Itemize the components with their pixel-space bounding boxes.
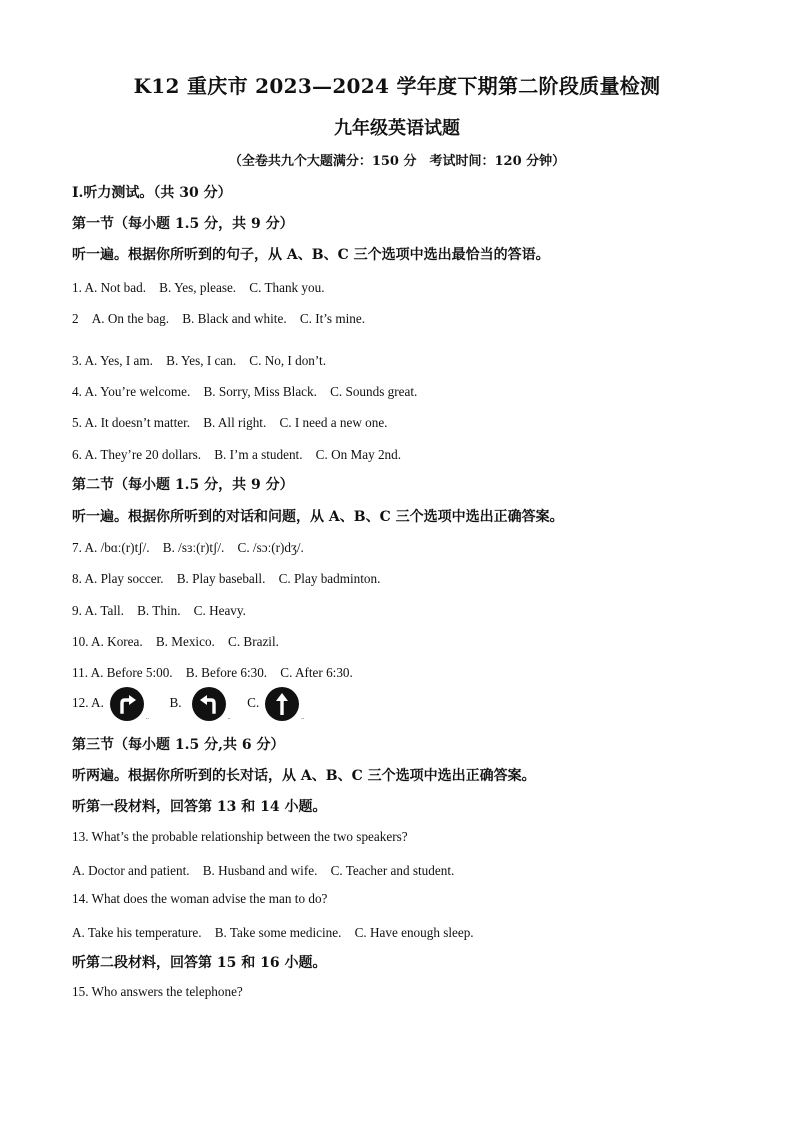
question-7: 7. A. /bɑː(r)tʃ/. B. /sɜː(r)tʃ/. C. /sɔː(r)dʒ/. (72, 540, 304, 555)
question-10: 10. A. Korea. B. Mexico. C. Brazil. (72, 634, 279, 649)
question-4: 4. A. You’re welcome. B. Sorry, Miss Black. C. Sounds great. (72, 384, 418, 399)
section2-instruction: 听一遍。根据你所听到的对话和问题，从 A、B、C 三个选项中选出正确答案。 (72, 509, 564, 525)
part1-heading: Ⅰ.听力测试。（共 30 分） (72, 185, 232, 201)
question-5: 5. A. It doesn’t matter. B. All right. C. I need a new one. (72, 415, 388, 430)
section1-instruction: 听一遍。根据你所听到的句子，从 A、B、C 三个选项中选出最恰当的答语。 (72, 247, 550, 263)
section2-heading: 第二节（每小题 1.5 分，共 9 分） (72, 477, 294, 493)
question-14: 14. What does the woman advise the man to do? (72, 891, 328, 906)
section3-instruction: 听两遍。根据你所听到的长对话，从 A、B、C 三个选项中选出正确答案。 (72, 768, 536, 784)
section3-heading: 第三节（每小题 1.5 分,共 6 分） (72, 737, 285, 753)
question-12-number: 12. A. (72, 695, 104, 711)
passage1-heading: 听第一段材料，回答第 13 和 14 小题。 (72, 799, 327, 815)
question-11: 11. A. Before 5:00. B. Before 6:30. C. After 6:30. (72, 665, 353, 680)
question-13: 13. What’s the probable relationship between the two speakers? (72, 829, 408, 844)
exam-note: （全卷共九个大题满分：150 分 考试时间：120 分钟） (228, 154, 566, 169)
section1-heading: 第一节（每小题 1.5 分，共 9 分） (72, 216, 294, 232)
question-14-options: A. Take his temperature. B. Take some medicine. C. Have enough sleep. (72, 925, 474, 940)
question-12: 12. A. .. B. .. C. .. (72, 687, 304, 721)
exam-title: K12 重庆市 2023—2024 学年度下期第二阶段质量检测 (133, 74, 661, 98)
question-12-option-c: C. (247, 695, 260, 711)
question-8: 8. A. Play soccer. B. Play baseball. C. Play badminton. (72, 571, 381, 586)
left-turn-sign-icon (192, 687, 226, 721)
question-9: 9. A. Tall. B. Thin. C. Heavy. (72, 603, 246, 618)
passage2-heading: 听第二段材料，回答第 15 和 16 小题。 (72, 955, 327, 971)
right-turn-sign-icon (110, 687, 144, 721)
question-1: 1. A. Not bad. B. Yes, please. C. Thank you. (72, 280, 325, 295)
question-15: 15. Who answers the telephone? (72, 984, 243, 999)
exam-subtitle: 九年级英语试题 (334, 118, 460, 139)
question-12-option-b: B. (169, 695, 182, 711)
question-3: 3. A. Yes, I am. B. Yes, I can. C. No, I don’t. (72, 353, 326, 368)
question-13-options: A. Doctor and patient. B. Husband and wife. C. Teacher and student. (72, 863, 455, 878)
question-6: 6. A. They’re 20 dollars. B. I’m a student. C. On May 2nd. (72, 447, 402, 462)
question-2: 2 A. On the bag. B. Black and white. C. It’s mine. (72, 311, 366, 326)
straight-ahead-sign-icon (265, 687, 299, 721)
